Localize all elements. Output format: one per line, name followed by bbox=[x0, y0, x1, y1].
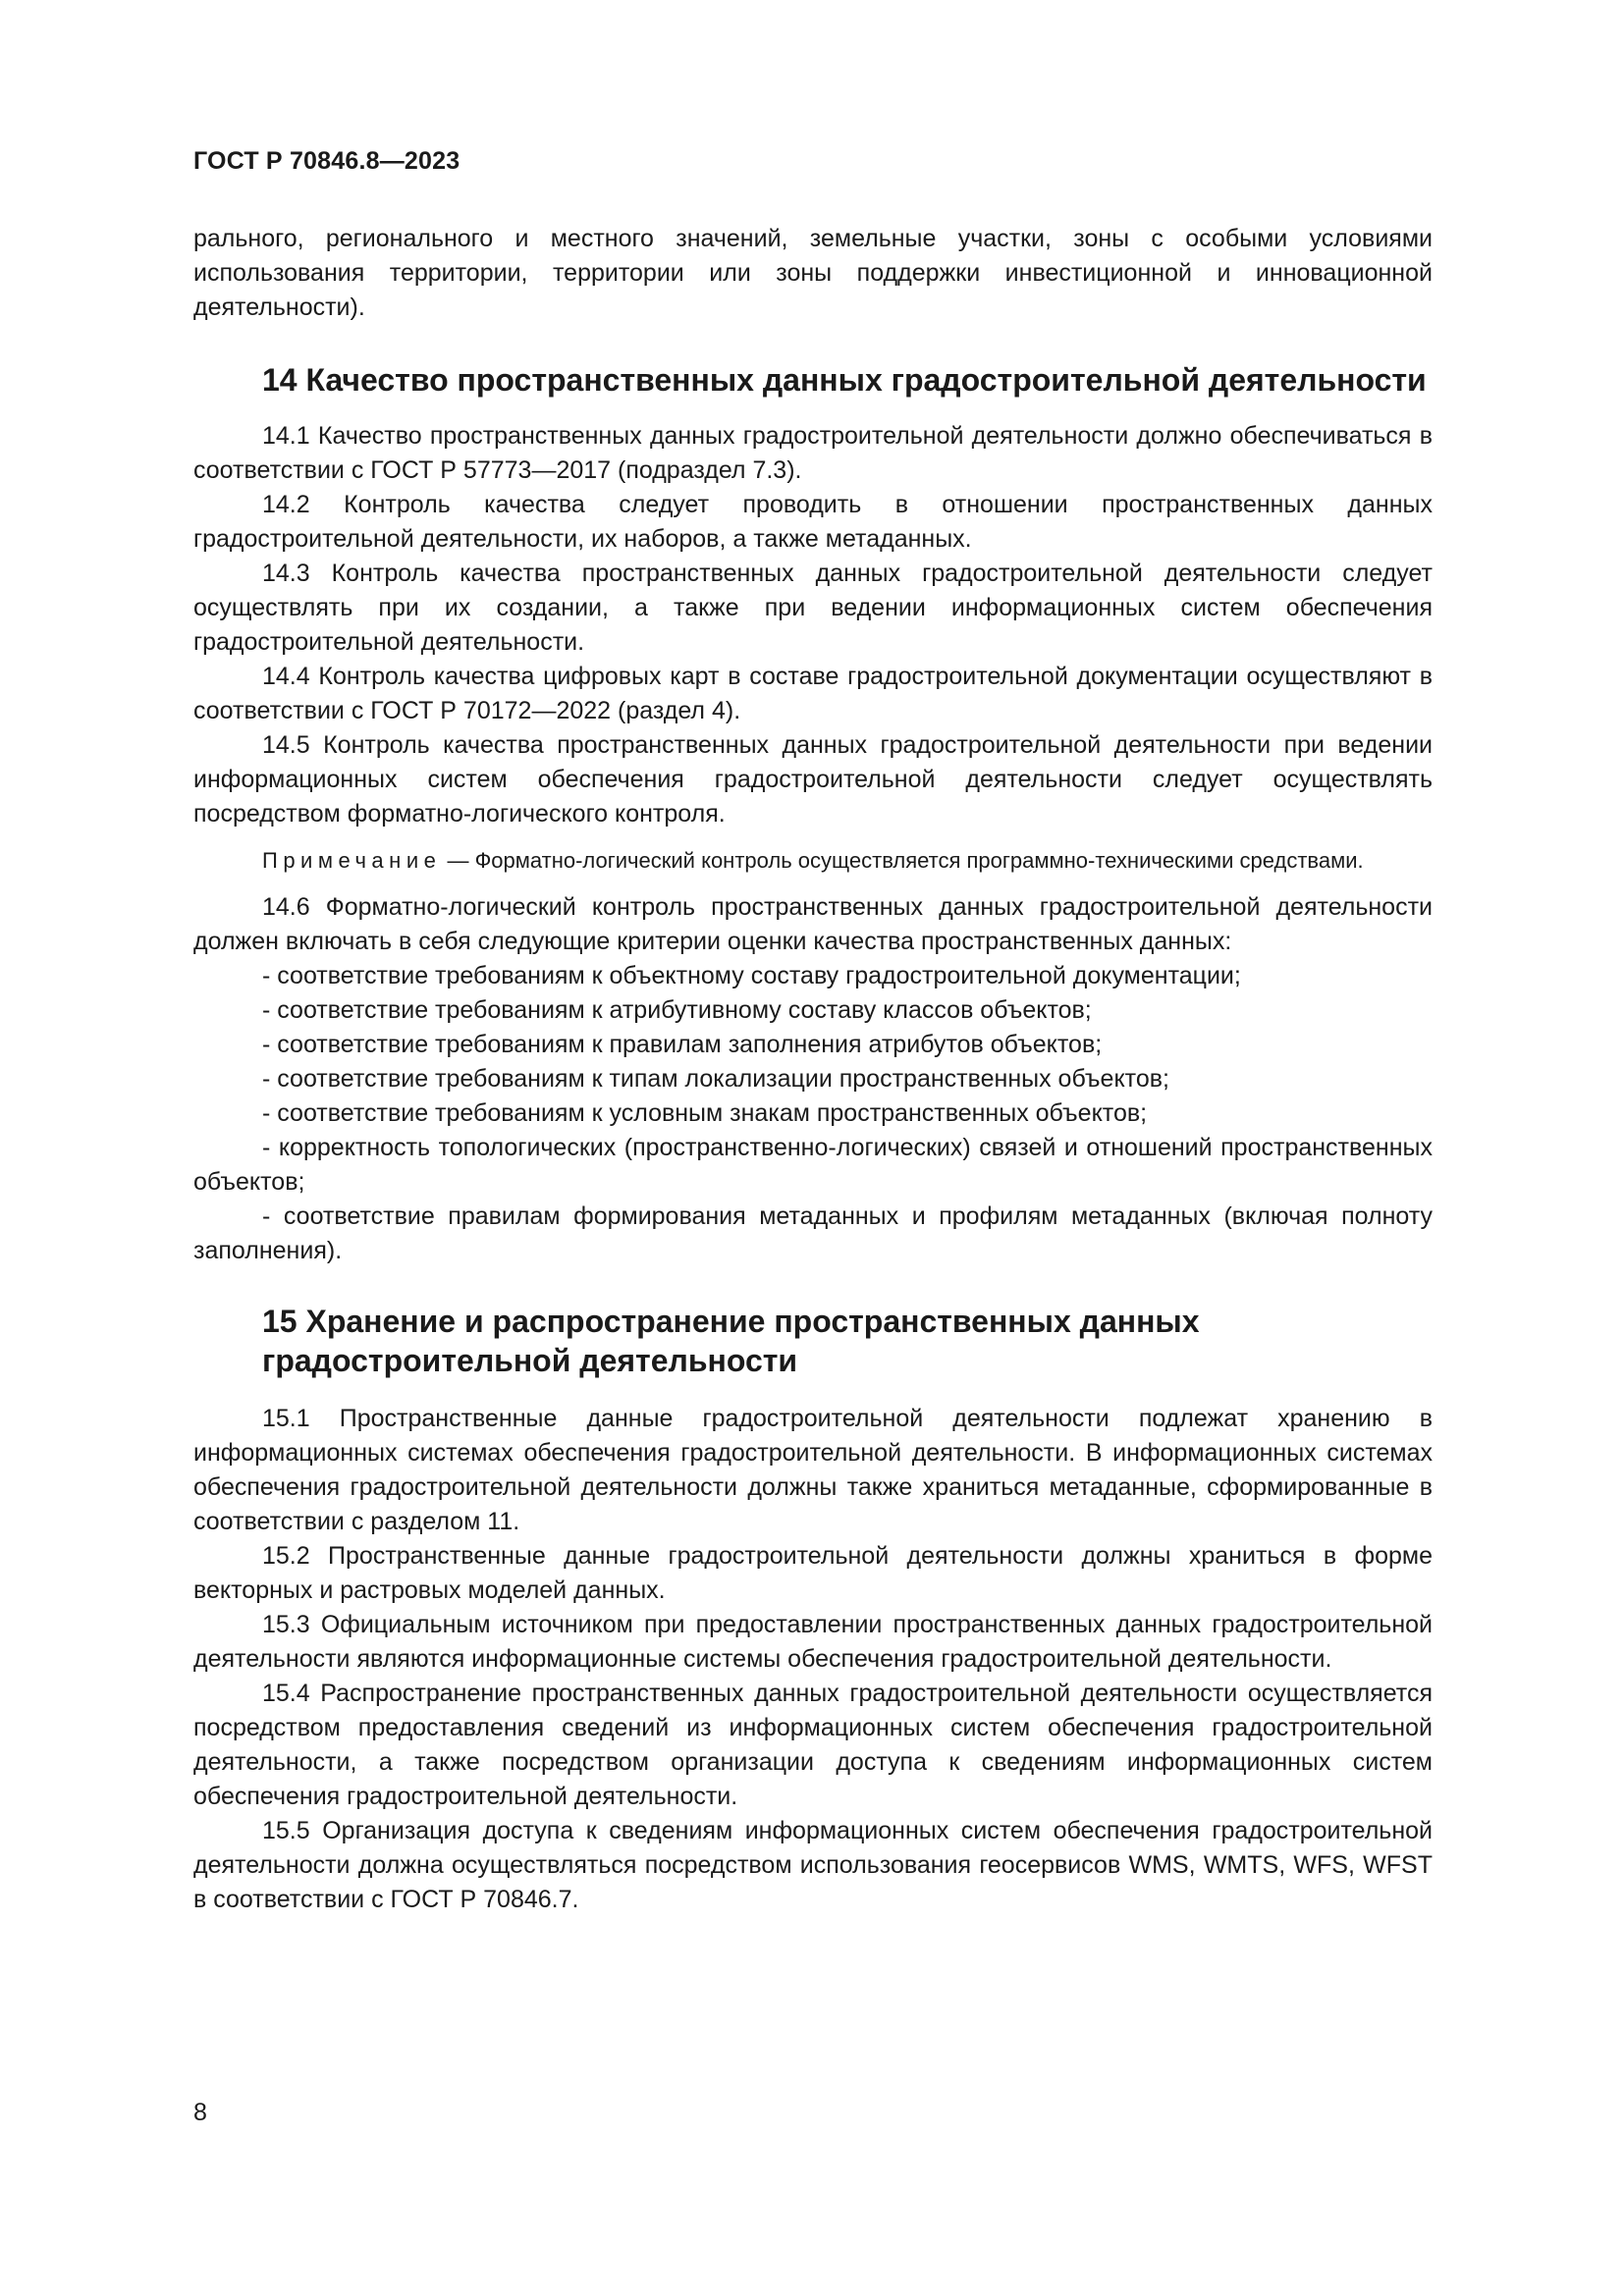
criteria-list-item: - соответствие требованиям к атрибутивному составу классов объектов; bbox=[262, 996, 1092, 1024]
paragraph-14-5: 14.5 Контроль качества пространственных данных градостроительной деятельности при ведении информационных систем обеспечения градостроительной деятельности следует осуществлять посредством форматно-логического контроля. bbox=[193, 731, 1433, 828]
criteria-list-item: - корректность топологических (пространственно-логических) связей и отношений пространственных объектов; bbox=[193, 1134, 1433, 1196]
section-15-title-line-2: градостроительной деятельности bbox=[262, 1343, 798, 1378]
section-15-title-line-1: 15 Хранение и распространение пространственных данных bbox=[262, 1304, 1200, 1339]
paragraph-14-6: 14.6 Форматно-логический контроль пространственных данных градостроительной деятельности должен включать в себя следующие критерии оценки качества пространственных данных: bbox=[193, 893, 1433, 955]
section-14-title: 14 Качество пространственных данных градостроительной деятельности bbox=[262, 362, 1427, 398]
page-number: 8 bbox=[193, 2099, 207, 2126]
paragraph-14-3: 14.3 Контроль качества пространственных данных градостроительной деятельности следует осуществлять при их создании, а также при ведении информационных систем обеспечения градостроительной деятельности. bbox=[193, 560, 1433, 656]
note-paragraph bbox=[193, 845, 1433, 877]
criteria-list-item: - соответствие требованиям к объектному составу градостроительной документации; bbox=[262, 962, 1241, 989]
note-text: — Форматно-логический контроль осуществляется программно-техническими средствами. bbox=[441, 848, 1364, 873]
paragraph-14-1: 14.1 Качество пространственных данных градостроительной деятельности должно обеспечиваться в соответствии с ГОСТ Р 57773—2017 (подраздел 7.3). bbox=[193, 422, 1433, 484]
paragraph-14-2: 14.2 Контроль качества следует проводить в отношении пространственных данных градостроительной деятельности, их наборов, а также метаданных. bbox=[193, 491, 1433, 553]
document-code-header: ГОСТ Р 70846.8—2023 bbox=[193, 147, 460, 175]
criteria-list-item: - соответствие правилам формирования метаданных и профилям метаданных (включая полноту заполнения). bbox=[193, 1202, 1433, 1264]
section-15-title bbox=[193, 1302, 1433, 1380]
paragraph-15-1: 15.1 Пространственные данные градостроительной деятельности подлежат хранению в информационных системах обеспечения градостроительной деятельности. В информационных системах обеспечения градостроительной деятельности должны также храниться метаданные, сформированные в соответствии с разделом 11. bbox=[193, 1405, 1433, 1535]
paragraph-15-2: 15.2 Пространственные данные градостроительной деятельности должны храниться в форме векторных и растровых моделей данных. bbox=[193, 1542, 1433, 1604]
paragraph-15-3: 15.3 Официальным источником при предоставлении пространственных данных градостроительной деятельности являются информационные системы обеспечения градостроительной деятельности. bbox=[193, 1611, 1433, 1673]
intro-continuation-paragraph: рального, регионального и местного значений, земельные участки, зоны с особыми условиями использования территории, территории или зоны поддержки инвестиционной и инновационной деятельности). bbox=[193, 225, 1433, 321]
criteria-list-item: - соответствие требованиям к условным знакам пространственных объектов; bbox=[262, 1099, 1148, 1127]
paragraph-15-5: 15.5 Организация доступа к сведениям информационных систем обеспечения градостроительной деятельности должна осуществляться посредством использования геосервисов WMS, WMTS, WFS, WFST в соответствии с ГОСТ Р 70846.7. bbox=[193, 1817, 1433, 1913]
page-content bbox=[193, 222, 1433, 1917]
note-label: Примечание bbox=[262, 848, 442, 873]
criteria-list-item: - соответствие требованиям к правилам заполнения атрибутов объектов; bbox=[262, 1031, 1103, 1058]
paragraph-15-4: 15.4 Распространение пространственных данных градостроительной деятельности осуществляется посредством предоставления сведений из информационных систем обеспечения градостроительной деятельности, а также посредством организации доступа к сведениям информационных систем обеспечения градостроительной деятельности. bbox=[193, 1680, 1433, 1810]
paragraph-14-4: 14.4 Контроль качества цифровых карт в составе градостроительной документации осуществляют в соответствии с ГОСТ Р 70172—2022 (раздел 4). bbox=[193, 663, 1433, 724]
criteria-list-item: - соответствие требованиям к типам локализации пространственных объектов; bbox=[262, 1065, 1169, 1093]
